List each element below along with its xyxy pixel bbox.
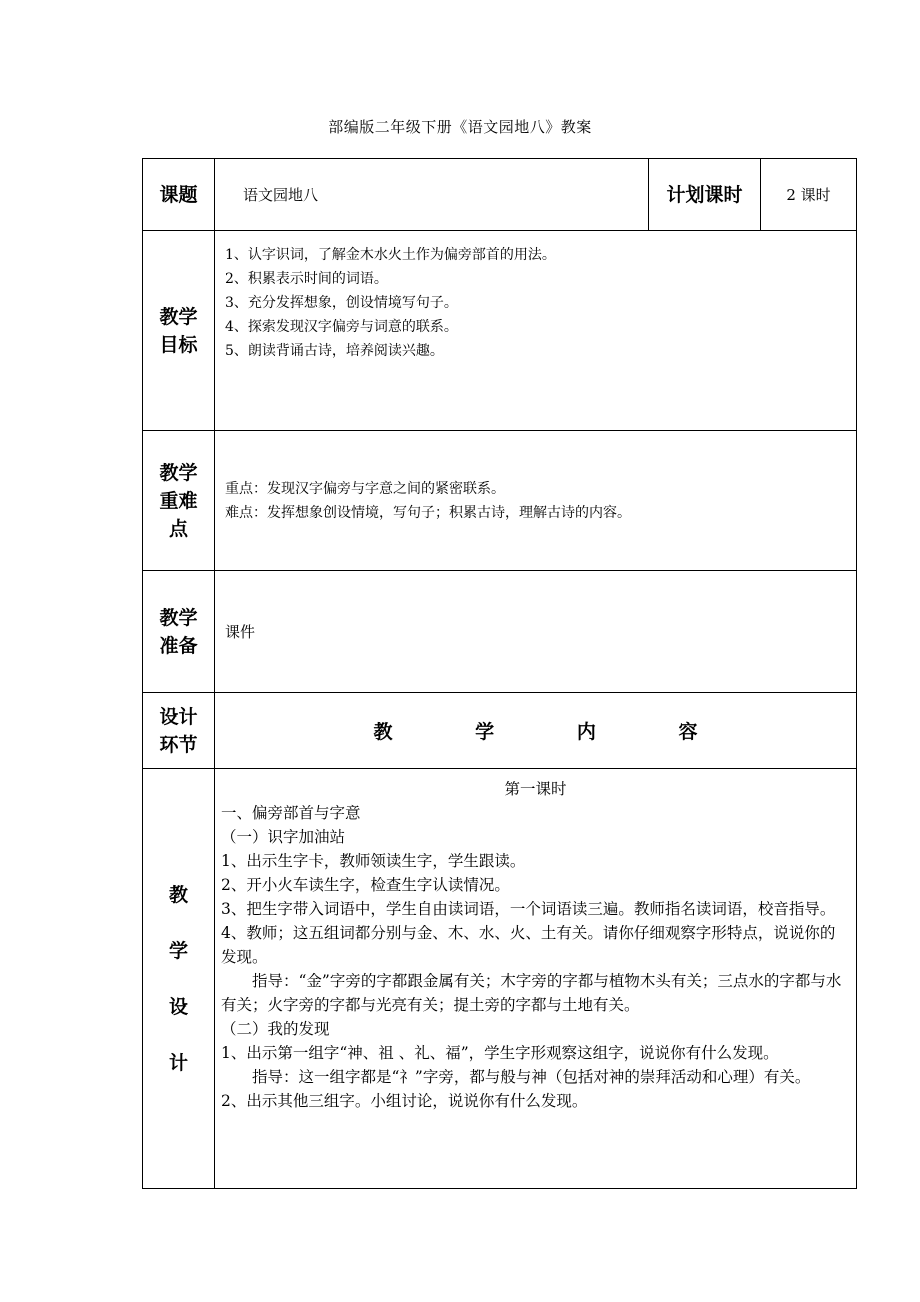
lesson-plan-table <box>142 158 857 1189</box>
teaching-design-label <box>143 769 215 1189</box>
planned-hours-value: 2 课时 <box>761 159 857 231</box>
goal-item: 4、探索发现汉字偏旁与词意的联系。 <box>225 319 458 335</box>
design-label-char: 设 <box>168 995 188 1018</box>
content-line: 2、开小火车读生字，检查生字认读情况。 <box>221 876 510 894</box>
design-label-char: 计 <box>168 1051 188 1074</box>
design-stage-label-line2: 环节 <box>159 733 198 756</box>
heading-char: 教 <box>373 721 393 743</box>
goals-row <box>143 231 857 431</box>
design-stage-label-line1: 设计 <box>159 705 198 728</box>
goal-item: 5、朗读背诵古诗，培养阅读兴趣。 <box>225 343 444 359</box>
content-line: 一、偏旁部首与字意 <box>221 804 361 822</box>
preparation-label <box>143 571 215 693</box>
key-points-label-line1: 教学 <box>159 461 198 484</box>
goals-content <box>215 231 857 431</box>
planned-hours-label: 计划课时 <box>649 159 761 231</box>
design-stage-label <box>143 693 215 769</box>
preparation-label-line1: 教学 <box>159 606 198 629</box>
goals-label-line2: 目标 <box>159 333 198 356</box>
content-line: 1、出示生字卡，教师领读生字，学生跟读。 <box>221 852 526 870</box>
key-points-row <box>143 431 857 571</box>
goals-label-line1: 教学 <box>159 305 198 328</box>
heading-char: 容 <box>678 721 698 743</box>
content-line: （二）我的发现 <box>221 1020 330 1038</box>
content-line: 4、教师；这五组词都分别与金、木、水、火、土有关。请你仔细观察字形特点，说说你的发现。 <box>221 924 836 966</box>
topic-label: 课题 <box>143 159 215 231</box>
key-points-label <box>143 431 215 571</box>
content-line: 1、出示第一组字“神、祖 、礼、福”，学生字形观察这组字，说说你有什么发现。 <box>221 1044 779 1062</box>
design-label-char: 教 <box>168 883 188 906</box>
content-line: 指导：“金”字旁的字都跟金属有关；木字旁的字都与植物木头有关；三点水的字都与水有关；火字旁的字都与光亮有关；提土旁的字都与土地有关。 <box>221 972 842 1014</box>
goal-item: 1、认字识词，了解金木水火土作为偏旁部首的用法。 <box>225 247 556 263</box>
content-line: 3、把生字带入词语中，学生自由读词语，一个词语读三遍。教师指名读词语，校音指导。 <box>221 900 836 918</box>
goal-item: 2、积累表示时间的词语。 <box>225 271 388 287</box>
key-point-text: 重点：发现汉字偏旁与字意之间的紧密联系。 <box>225 480 505 497</box>
key-points-label-line3: 点 <box>168 517 188 540</box>
preparation-value: 课件 <box>215 571 857 693</box>
content-line: （一）识字加油站 <box>221 828 346 846</box>
preparation-row <box>143 571 857 693</box>
design-label-char: 学 <box>168 939 188 962</box>
heading-char: 内 <box>576 721 596 743</box>
teaching-design-content <box>215 769 857 1189</box>
topic-value: 语文园地八 <box>215 159 649 231</box>
teaching-content-heading <box>215 693 857 769</box>
preparation-label-line2: 准备 <box>159 634 198 657</box>
design-head-row <box>143 693 857 769</box>
goal-item: 3、充分发挥想象，创设情境写句子。 <box>225 295 458 311</box>
lesson-title: 第一课时 <box>504 780 567 798</box>
key-points-label-line2: 重难 <box>159 489 198 512</box>
heading-char: 学 <box>475 721 495 743</box>
content-line: 指导：这一组字都是“礻”字旁，都与般与神（包括对神的崇拜活动和心理）有关。 <box>252 1068 811 1086</box>
content-line: 2、出示其他三组字。小组讨论，说说你有什么发现。 <box>221 1092 588 1110</box>
key-points-content <box>215 431 857 571</box>
document-title: 部编版二年级下册《语文园地八》教案 <box>328 118 592 136</box>
goals-label <box>143 231 215 431</box>
difficult-point-text: 难点：发挥想象创设情境，写句子；积累古诗，理解古诗的内容。 <box>225 504 631 521</box>
topic-row <box>143 159 857 231</box>
teaching-design-row <box>143 769 857 1189</box>
